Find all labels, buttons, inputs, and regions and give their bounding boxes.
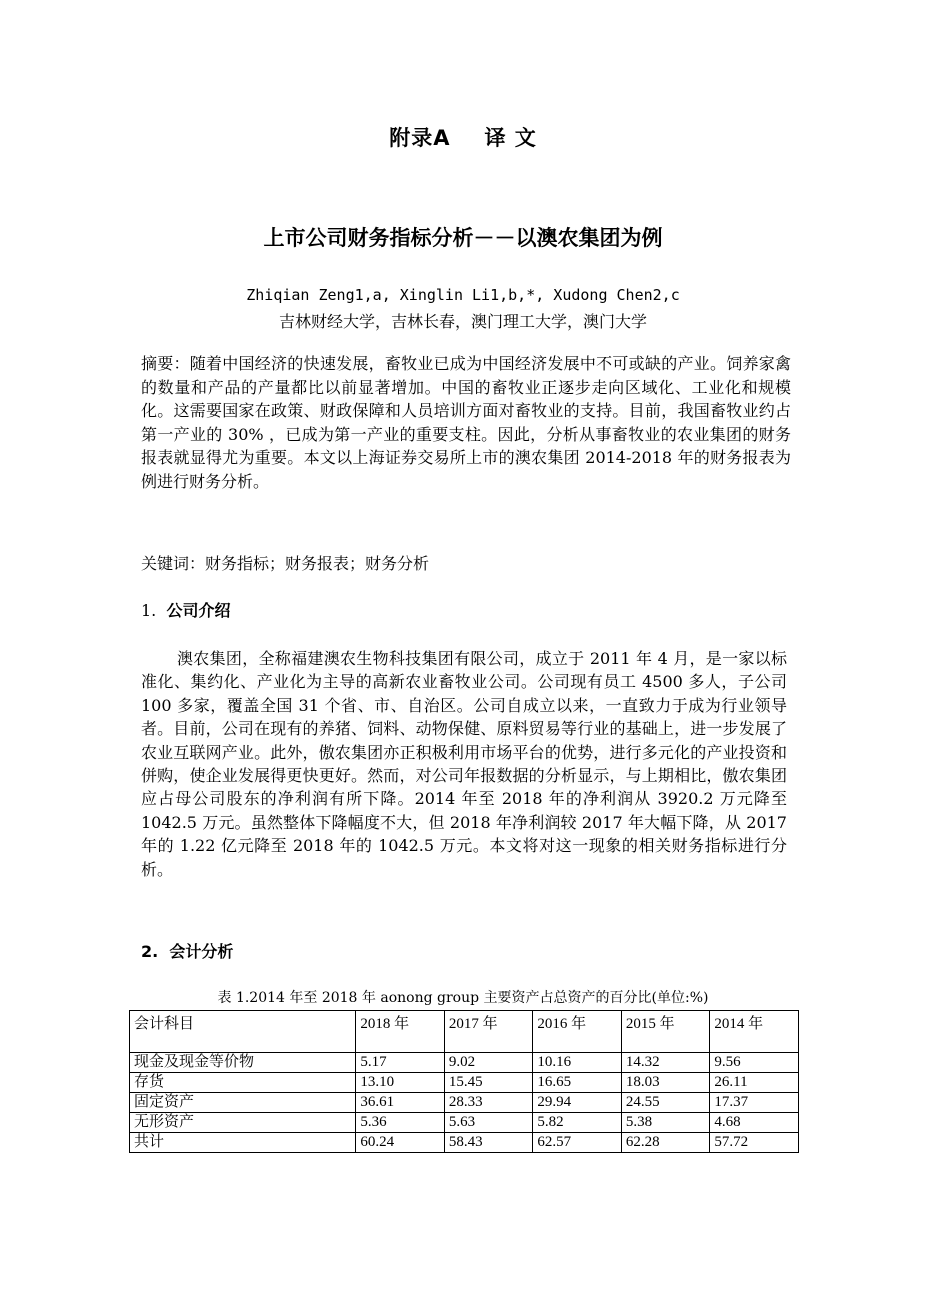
- table-header-cell: 2017 年: [444, 1011, 533, 1053]
- section-title: 公司介绍: [166, 601, 231, 620]
- section-heading-2: [141, 939, 233, 962]
- table-cell: 62.28: [621, 1133, 710, 1153]
- table-header-cell: 2016 年: [533, 1011, 622, 1053]
- table-cell: 16.65: [533, 1073, 622, 1093]
- table-cell: 15.45: [444, 1073, 533, 1093]
- table-header-row: [130, 1011, 799, 1053]
- section-number: 2.: [141, 942, 159, 961]
- table-header-cell: 会计科目: [130, 1011, 356, 1053]
- table-cell: 5.38: [621, 1113, 710, 1133]
- table-cell: 10.16: [533, 1053, 622, 1073]
- table-row: [130, 1113, 799, 1133]
- table-header-cell: 2014 年: [710, 1011, 799, 1053]
- table-cell: 现金及现金等价物: [130, 1053, 356, 1073]
- section-number: 1.: [141, 601, 157, 620]
- table-cell: 60.24: [356, 1133, 445, 1153]
- table-cell: 29.94: [533, 1093, 622, 1113]
- table-cell: 36.61: [356, 1093, 445, 1113]
- table-cell: 14.32: [621, 1053, 710, 1073]
- table-cell: 18.03: [621, 1073, 710, 1093]
- table-cell: 13.10: [356, 1073, 445, 1093]
- section-body-1: 澳农集团，全称福建澳农生物科技集团有限公司，成立于 2011 年 4 月，是一家以标准化、集约化、产业化为主导的高新农业畜牧业公司。公司现有员工 4500 多人，子公司 100 多家，覆盖全国 31 个省、市、自治区。公司自成立以来，一直致力于成为行业领导者。目前，公司在现有的养猪、饲料、动物保健、原料贸易等行业的基础上，进一步发展了农业互联网产业。此外，傲农集团亦正积极利用市场平台的优势，进行多元化的产业投资和併购，使企业发展得更快更好。然而，对公司年报数据的分析显示，与上期相比，傲农集团应占母公司股东的净利润有所下降。2014 年至 2018 年的净利润从 3920.2 万元降至 1042.5 万元。虽然整体下降幅度不大，但 2018 年净利润较 2017 年大幅下降，从 2017 年的 1.22 亿元降至 2018 年的 1042.5 万元。本文将对这一现象的相关财务指标进行分析。: [141, 649, 787, 879]
- table-row: [130, 1093, 799, 1113]
- table-cell: 24.55: [621, 1093, 710, 1113]
- table-cell: 5.82: [533, 1113, 622, 1133]
- table-caption: 表 1.2014 年至 2018 年 aonong group 主要资产占总资产的百分比(单位:%): [217, 990, 709, 1006]
- table-cell: 26.11: [710, 1073, 799, 1093]
- appendix-label: 附录A: [389, 126, 451, 150]
- table-cell: 5.17: [356, 1053, 445, 1073]
- table-cell: 9.56: [710, 1053, 799, 1073]
- paper-title: 上市公司财务指标分析－－以澳农集团为例: [263, 226, 663, 250]
- table-cell: 共计: [130, 1133, 356, 1153]
- table-cell: 17.37: [710, 1093, 799, 1113]
- asset-percentage-table: [129, 1010, 799, 1153]
- abstract: 摘要：随着中国经济的快速发展，畜牧业已成为中国经济发展中不可或缺的产业。饲养家禽的数量和产品的产量都比以前显著增加。中国的畜牧业正逐步走向区域化、工业化和规模化。这需要国家在政策、财政保障和人员培训方面对畜牧业的支持。目前，我国畜牧业约占第一产业的 30% ，已成为第一产业的重要支柱。因此，分析从事畜牧业的农业集团的财务报表就显得尤为重要。本文以上海证券交易所上市的澳农集团 2014-2018 年的财务报表为例进行财务分析。: [141, 354, 791, 491]
- table-header-cell: 2015 年: [621, 1011, 710, 1053]
- keywords: 关键词：财务指标；财务报表；财务分析: [141, 554, 430, 573]
- table-cell: 58.43: [444, 1133, 533, 1153]
- author-list: Zhiqian Zeng1,a, Xinglin Li1,b,*, Xudong Chen2,c: [246, 286, 680, 304]
- table-cell: 57.72: [710, 1133, 799, 1153]
- section-heading-1: [141, 598, 230, 621]
- table-cell: 5.36: [356, 1113, 445, 1133]
- table-cell: 5.63: [444, 1113, 533, 1133]
- appendix-title: 译 文: [484, 126, 537, 150]
- table-row: [130, 1053, 799, 1073]
- table-cell: 9.02: [444, 1053, 533, 1073]
- section-title: 会计分析: [169, 942, 234, 961]
- table-cell: 62.57: [533, 1133, 622, 1153]
- table-cell: 28.33: [444, 1093, 533, 1113]
- table-row: [130, 1133, 799, 1153]
- table-cell: 固定资产: [130, 1093, 356, 1113]
- table-cell: 存货: [130, 1073, 356, 1093]
- table-cell: 4.68: [710, 1113, 799, 1133]
- affiliations: 吉林财经大学，吉林长春，澳门理工大学，澳门大学: [278, 312, 647, 331]
- appendix-heading: [0, 122, 926, 152]
- table-row: [130, 1073, 799, 1093]
- table-cell: 无形资产: [130, 1113, 356, 1133]
- table-header-cell: 2018 年: [356, 1011, 445, 1053]
